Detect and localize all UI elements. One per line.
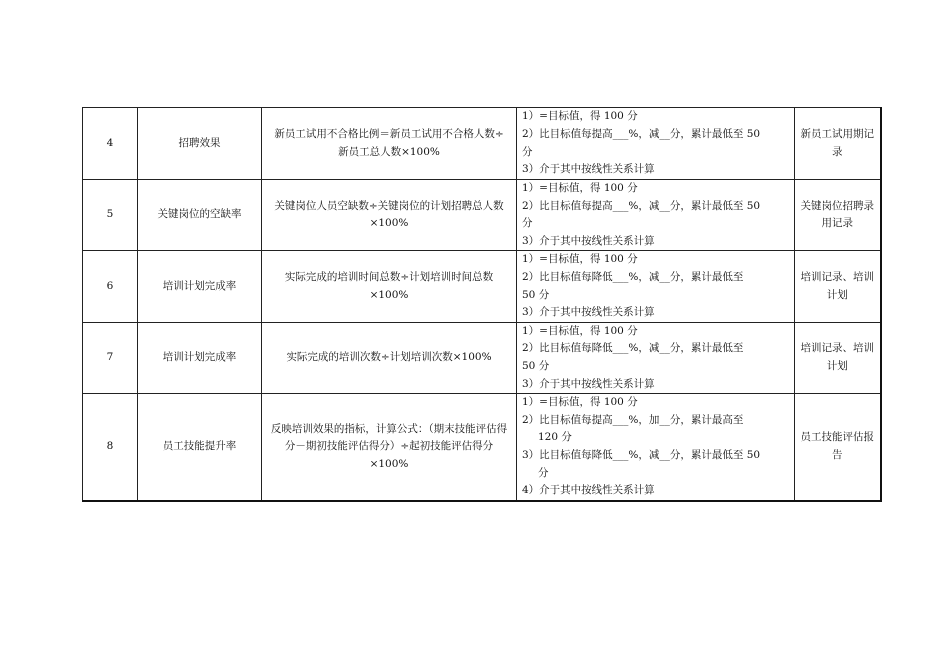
indicator-name: 培训计划完成率 [138,251,262,322]
scoring-rules [517,322,795,393]
row-number: 8 [83,394,138,501]
formula-cell: 反映培训效果的指标，计算公式：（期末技能评估得分－期初技能评估得分）÷起初技能评估得分×100% [262,394,517,501]
table-row [83,322,881,393]
rule-line: 50 分 [522,288,550,301]
rule-line: 120 分 [538,431,572,444]
rule-line: 2）比目标值每提高___%，减__分，累计最低至 50 [522,127,761,140]
table-row [83,108,881,180]
scoring-rules [517,251,795,322]
indicator-name: 培训计划完成率 [138,322,262,393]
rule-line: 4）介于其中按线性关系计算 [522,484,655,497]
rule-line: 分 [522,217,533,230]
row-number: 6 [83,251,138,322]
kpi-table [82,107,882,502]
rule-line: 3）介于其中按线性关系计算 [522,377,655,390]
data-source: 关键岗位招聘录用记录 [795,180,881,251]
rule-line: 3）介于其中按线性关系计算 [522,306,655,319]
rule-line: 分 [538,466,549,479]
formula-cell: 实际完成的培训时间总数÷计划培训时间总数×100% [262,251,517,322]
formula-cell: 关键岗位人员空缺数÷关键岗位的计划招聘总人数×100% [262,180,517,251]
rule-line: 2）比目标值每提高___%，加__分，累计最高至 [522,413,744,426]
rule-line: 2）比目标值每降低___%，减__分，累计最低至 [522,270,744,283]
table-row [83,394,881,501]
rule-line: 3）介于其中按线性关系计算 [522,234,655,247]
row-number: 7 [83,322,138,393]
rule-line: 1）=目标值，得 100 分 [522,253,638,266]
rule-line: 3）介于其中按线性关系计算 [522,163,655,176]
indicator-name: 关键岗位的空缺率 [138,180,262,251]
rule-line: 2）比目标值每提高___%，减__分，累计最低至 50 [522,199,761,212]
rule-line: 2）比目标值每降低___%，减__分，累计最低至 [522,342,744,355]
data-source: 培训记录、培训计划 [795,251,881,322]
rule-line: 1）=目标值，得 100 分 [522,182,638,194]
table-row [83,251,881,322]
rule-line: 50 分 [522,359,550,372]
scoring-rules [517,394,795,501]
formula-cell: 新员工试用不合格比例＝新员工试用不合格人数÷新员工总人数×100% [262,108,517,180]
data-source: 员工技能评估报告 [795,394,881,501]
rule-line: 分 [522,145,533,158]
rule-line: 1）=目标值，得 100 分 [522,324,638,337]
rule-line: 1）=目标值，得 100 分 [522,396,638,409]
table-row [83,180,881,251]
scoring-rules [517,180,795,251]
indicator-name: 招聘效果 [138,108,262,180]
scoring-rules [517,108,795,180]
rule-line: 1）=目标值，得 100 分 [522,110,638,123]
data-source: 培训记录、培训计划 [795,322,881,393]
rule-line: 3）比目标值每降低___%，减__分，累计最低至 50 [522,448,761,461]
formula-cell: 实际完成的培训次数÷计划培训次数×100% [262,322,517,393]
indicator-name: 员工技能提升率 [138,394,262,501]
row-number: 5 [83,180,138,251]
data-source: 新员工试用期记录 [795,108,881,180]
row-number: 4 [83,108,138,180]
